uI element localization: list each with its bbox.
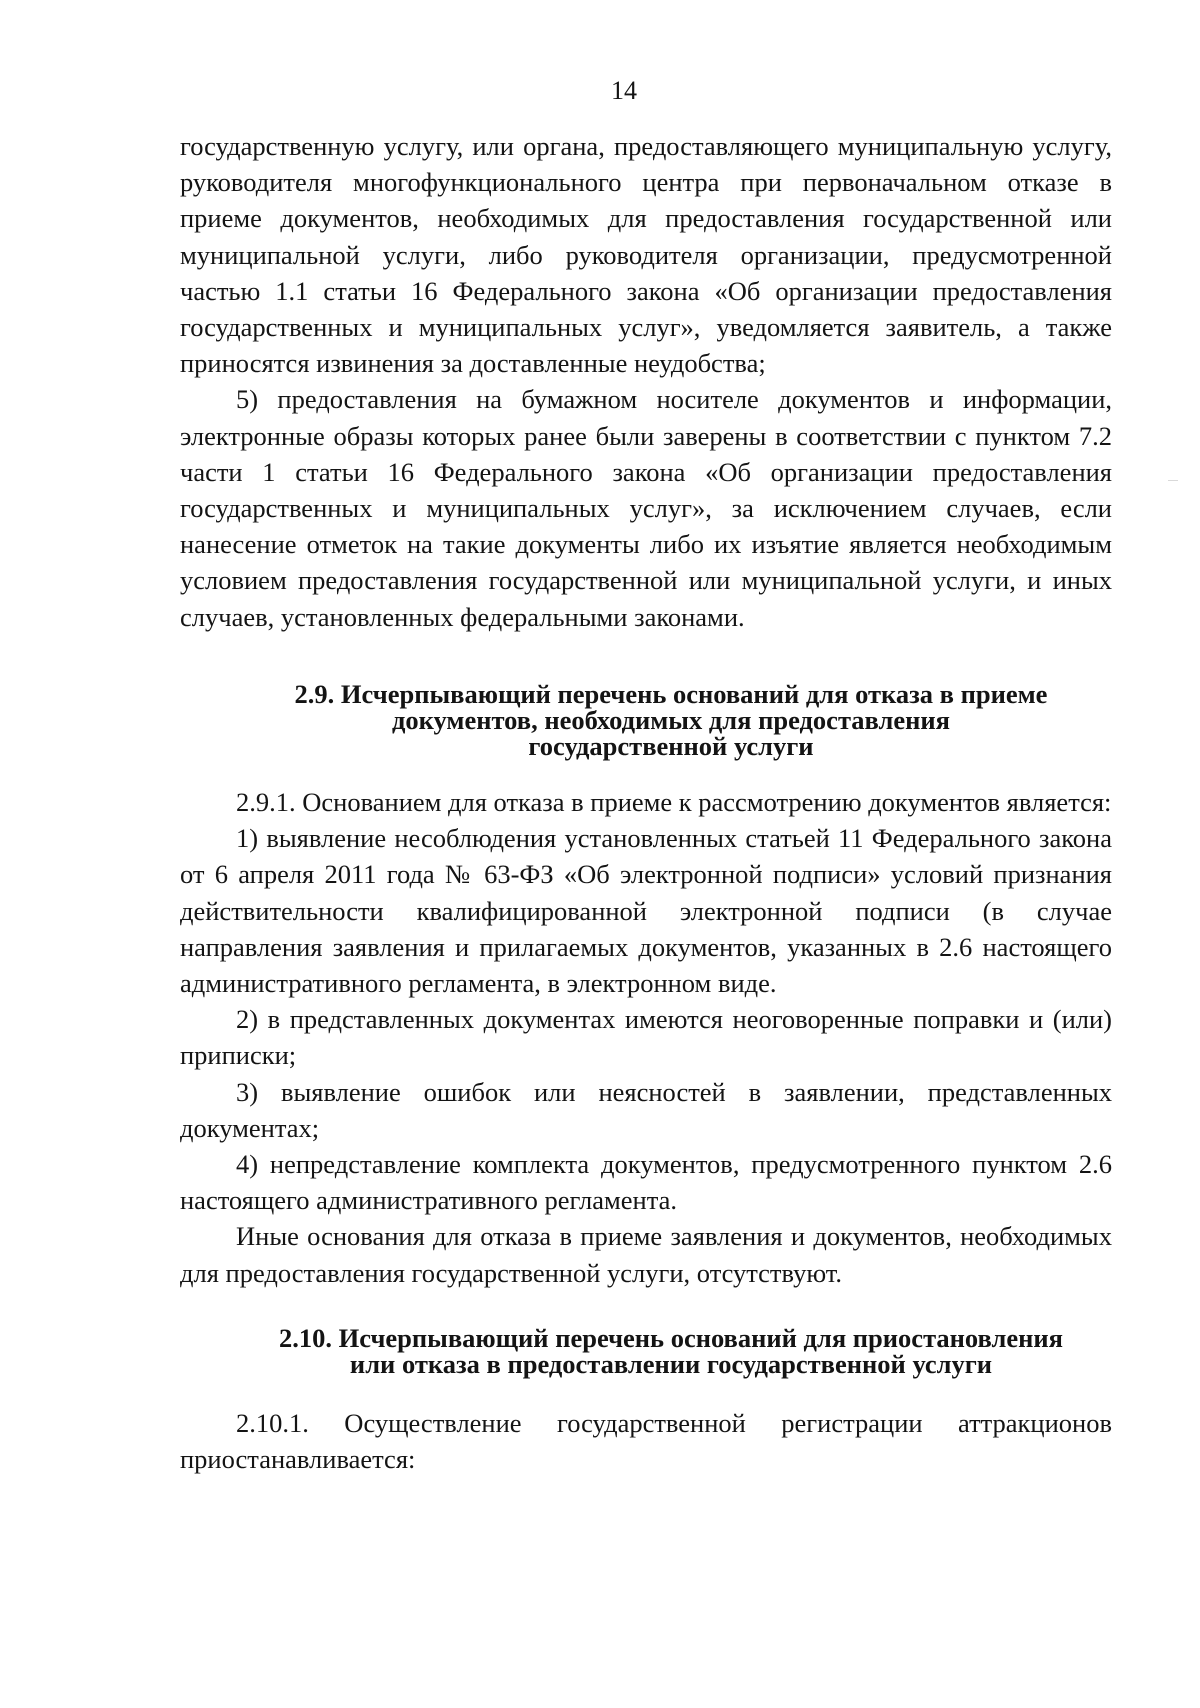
heading-line: 2.10. Исчерпывающий перечень оснований для приостановления [278,1323,1063,1353]
scan-margin-mark [1168,480,1178,481]
list-item-4: 4) непредставление комплекта документов, предусмотренного пунктом 2.6 настоящего административного регламента. [180,1149,1112,1216]
text-block-2-10 [180,1405,1112,1477]
page-number: 14 [611,76,637,105]
heading-line: документов, необходимых для предоставления [391,705,950,735]
section-heading-2-10 [180,1325,1112,1377]
section-heading-2-9 [180,681,1112,759]
paragraph-item-5: 5) предоставления на бумажном носителе документов и информации, электронные образы которых ранее были заверены в соответствии с пунктом 7.2 части 1 статьи 16 Федерального закона «Об организации предоставления государственных и муниципальных услуг», за исключением случаев, если нанесение отметок на такие документы либо их изъятие является необходимым условием предоставления государственной или муниципальной услуги, и иных случаев, установленных федеральными законами. [180,384,1112,632]
text-block-2-9 [180,784,1112,1291]
heading-line: 2.9. Исчерпывающий перечень оснований для отказа в приеме [294,679,1048,709]
paragraph-continuation: государственную услугу, или органа, предоставляющего муниципальную услугу, руководителя многофункционального центра при первоначальном отказе в приеме документов, необходимых для предоставления государственной или муниципальной услуги, либо руководителя организации, предусмотренной частью 1.1 статьи 16 Федерального закона «Об организации предоставления государственных и муниципальных услуг», уведомляется заявитель, а также приносятся извинения за доставленные неудобства; [180,131,1112,379]
list-item-2: 2) в представленных документах имеются неоговоренные поправки и (или) приписки; [180,1004,1112,1071]
paragraph-other-grounds: Иные основания для отказа в приеме заявления и документов, необходимых для предоставления государственной услуги, отсутствуют. [180,1221,1112,1288]
paragraph-2-10-1: 2.10.1. Осуществление государственной регистрации аттракционов приостанавливается: [180,1408,1112,1475]
heading-line: или отказа в предоставлении государственной услуги [349,1349,993,1379]
text-block-continuation [180,128,1112,635]
list-item-1: 1) выявление несоблюдения установленных статьей 11 Федерального закона от 6 апреля 2011 года № 63-ФЗ «Об электронной подписи» условий признания действительности квалифицированной электронной подписи (в случае направления заявления и прилагаемых документов, указанных в 2.6 настоящего административного регламента, в электронном виде. [180,823,1112,999]
heading-line: государственной услуги [528,731,814,761]
paragraph-2-9-1: 2.9.1. Основанием для отказа в приеме к рассмотрению документов является: [236,787,1112,817]
list-item-3: 3) выявление ошибок или неясностей в заявлении, представленных документах; [180,1076,1112,1143]
